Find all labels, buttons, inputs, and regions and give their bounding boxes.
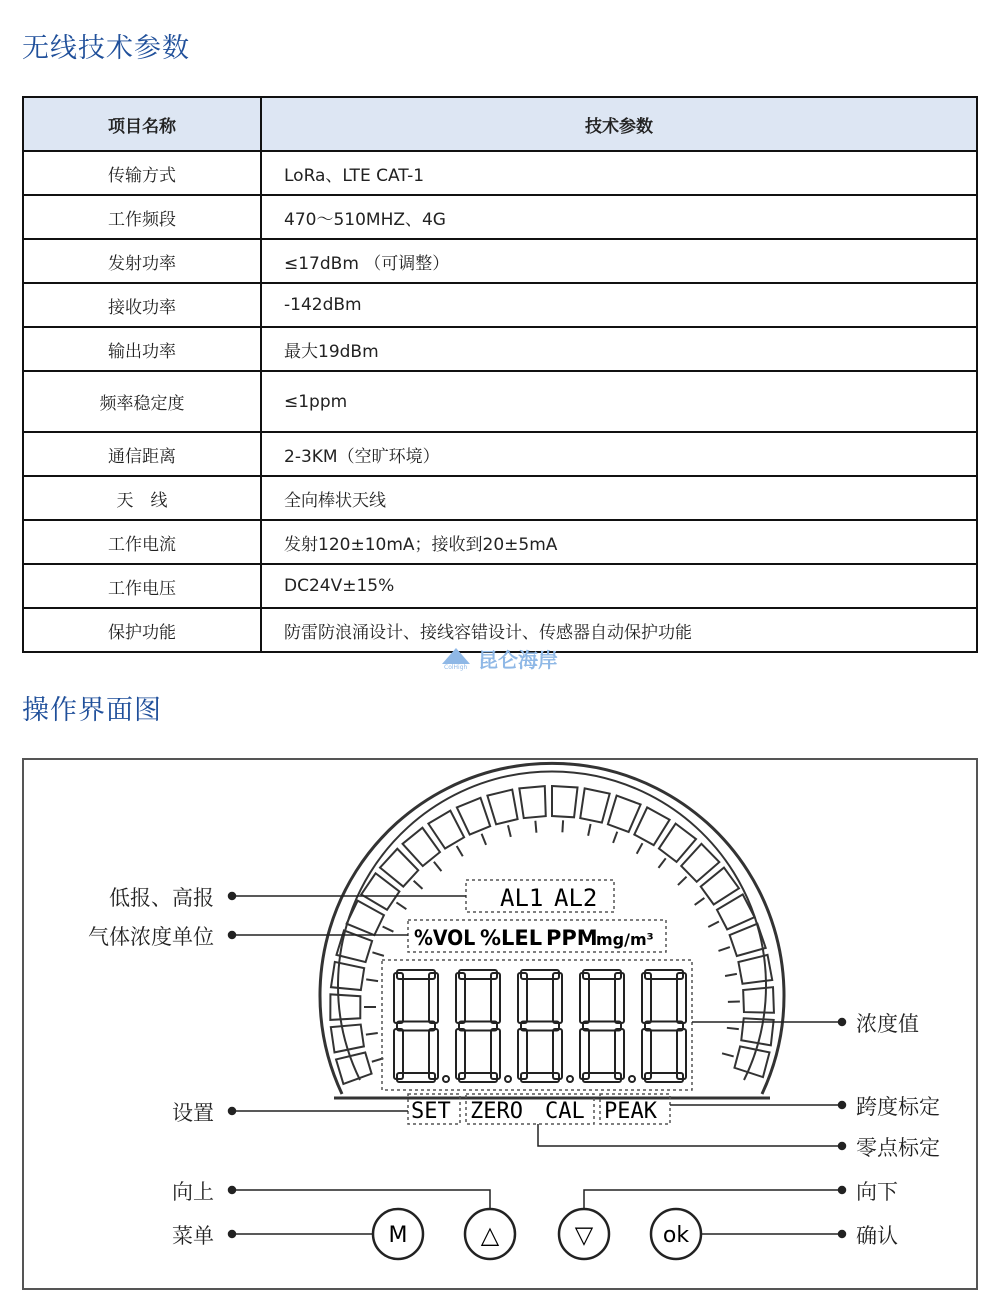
spec-table [22, 96, 978, 653]
watermark-subtext: ColHigh [444, 664, 468, 671]
row-value: 发射120±10mA；接收到20±5mA [261, 520, 977, 564]
digit-segment [456, 973, 465, 1023]
seven-segment-digits [394, 970, 686, 1082]
alarm-al1: AL1 [500, 884, 544, 912]
row-name: 工作电压 [23, 564, 261, 608]
bargraph-tick [457, 846, 463, 856]
table-row [23, 195, 977, 239]
row-name: 接收功率 [23, 283, 261, 327]
digit-segment [615, 1029, 624, 1079]
bargraph-tick [372, 952, 383, 956]
bargraph-tick [562, 820, 563, 832]
row-name: 保护功能 [23, 608, 261, 652]
mode-peak: PEAK [604, 1099, 657, 1124]
table-row [23, 432, 977, 476]
callout-unit: 气体浓度单位 [88, 925, 214, 949]
digit-segment [615, 973, 624, 1023]
row-name: 输出功率 [23, 327, 261, 371]
table-row [23, 327, 977, 371]
digit-segment [456, 1029, 465, 1079]
row-name: 频率稳定度 [23, 371, 261, 432]
bargraph-tick [508, 825, 511, 837]
bargraph-tick [588, 824, 590, 836]
row-value: DC24V±15% [261, 564, 977, 608]
bargraph-tick [366, 1033, 378, 1035]
table-header-row [23, 97, 977, 151]
unit-ppm: PPM [546, 926, 598, 950]
watermark-logo [442, 644, 558, 670]
digit-segment [491, 973, 500, 1023]
mode-set: SET [411, 1099, 451, 1124]
logo-mark-icon [442, 648, 470, 664]
watermark-text: 昆仑海岸 [478, 648, 558, 672]
digit-segment [642, 973, 651, 1023]
callout-set: 设置 [172, 1101, 214, 1125]
bargraph-tick [725, 974, 737, 976]
bargraph-tick [727, 1028, 739, 1029]
mode-zero: ZERO [470, 1099, 523, 1124]
digit-segment [677, 973, 686, 1023]
callout-span: 跨度标定 [856, 1095, 940, 1119]
table-row [23, 371, 977, 432]
bargraph-tick [482, 834, 486, 845]
bargraph-segment [330, 994, 360, 1020]
lcd-diagram [24, 760, 976, 1288]
unit-vol: %VOL [414, 926, 476, 950]
row-value: ≤17dBm （可调整） [261, 239, 977, 283]
bargraph-tick [434, 862, 442, 871]
bargraph-tick [722, 1053, 734, 1056]
digit-segment [394, 1029, 403, 1079]
bargraph-segment [743, 987, 774, 1013]
unit-mgm3: mg/m³ [596, 930, 654, 949]
callout-alarm: 低报、高报 [109, 886, 214, 910]
callout-menu: 菜单 [172, 1224, 214, 1248]
header-tech-params: 技术参数 [261, 97, 977, 151]
row-value: 全向棒状天线 [261, 476, 977, 520]
row-name: 通信距离 [23, 432, 261, 476]
row-value: 2-3KM（空旷环境） [261, 432, 977, 476]
callout-down: 向下 [856, 1180, 898, 1204]
table-row [23, 283, 977, 327]
specs-section-title: 无线技术参数 [22, 33, 190, 64]
ok-button[interactable] [651, 1209, 701, 1259]
digit-segment [394, 973, 403, 1023]
bargraph-tick [718, 947, 729, 951]
bargraph-segment [331, 962, 364, 990]
table-row [23, 476, 977, 520]
decimal-point [629, 1076, 635, 1082]
bargraph-tick [613, 832, 617, 843]
row-value: LoRa、LTE CAT-1 [261, 151, 977, 195]
table-row [23, 564, 977, 608]
digit-segment [518, 1029, 527, 1079]
digit-segment [553, 973, 562, 1023]
row-name: 传输方式 [23, 151, 261, 195]
menu-button[interactable] [373, 1209, 423, 1259]
row-name: 天 线 [23, 476, 261, 520]
row-value: 最大19dBm [261, 327, 977, 371]
bargraph-tick [708, 922, 719, 928]
digit-segment [677, 1029, 686, 1079]
decimal-point [443, 1076, 449, 1082]
bargraph-segment [552, 786, 578, 817]
bargraph-segment [580, 788, 609, 822]
digit-segment [491, 1029, 500, 1079]
row-name: 发射功率 [23, 239, 261, 283]
digit-segment [580, 1029, 589, 1079]
menu-button-label: M [388, 1223, 408, 1248]
row-value: -142dBm [261, 283, 977, 327]
table-row [23, 520, 977, 564]
row-name: 工作频段 [23, 195, 261, 239]
ui-section-title: 操作界面图 [22, 695, 162, 726]
bargraph-tick [678, 877, 687, 885]
callout-zero: 零点标定 [856, 1136, 940, 1160]
row-name: 工作电流 [23, 520, 261, 564]
callout-concentration: 浓度值 [856, 1012, 919, 1036]
bargraph-segment [487, 790, 517, 825]
table-row [23, 151, 977, 195]
digit-segment [429, 1029, 438, 1079]
bargraph-segment [457, 798, 490, 835]
bargraph-tick [637, 843, 643, 854]
digit-segment [518, 973, 527, 1023]
bargraph-tick [414, 881, 423, 889]
up-button[interactable] [465, 1209, 515, 1259]
bargraph-segment [608, 796, 641, 832]
header-item-name: 项目名称 [23, 97, 261, 151]
mode-cal: CAL [545, 1099, 585, 1124]
digit-segment [642, 1029, 651, 1079]
row-value: ≤1ppm [261, 371, 977, 432]
decimal-point [567, 1076, 573, 1082]
alarm-al2: AL2 [554, 884, 598, 912]
bargraph-tick [383, 926, 394, 931]
bargraph-tick [396, 902, 406, 909]
down-button[interactable] [559, 1209, 609, 1259]
operation-interface-diagram [22, 758, 978, 1290]
bargraph-segment [519, 786, 545, 818]
ok-button-label: ok [662, 1223, 690, 1248]
row-value: 470～510MHZ、4G [261, 195, 977, 239]
unit-lel: %LEL [480, 926, 543, 950]
bargraph-tick [695, 898, 705, 905]
table-row [23, 239, 977, 283]
bargraph-segment [738, 955, 772, 984]
down-arrow-icon: ▽ [574, 1221, 594, 1249]
digit-segment [429, 973, 438, 1023]
decimal-point [505, 1076, 511, 1082]
digit-segment [580, 973, 589, 1023]
bargraph-tick [535, 821, 536, 833]
callout-up: 向上 [172, 1180, 214, 1204]
callout-confirm: 确认 [856, 1224, 898, 1248]
row-value: 防雷防浪涌设计、接线容错设计、传感器自动保护功能 [261, 608, 977, 652]
digit-segment [553, 1029, 562, 1079]
bargraph-tick [658, 858, 665, 868]
up-arrow-icon: △ [480, 1221, 500, 1249]
bargraph-tick [366, 979, 378, 981]
